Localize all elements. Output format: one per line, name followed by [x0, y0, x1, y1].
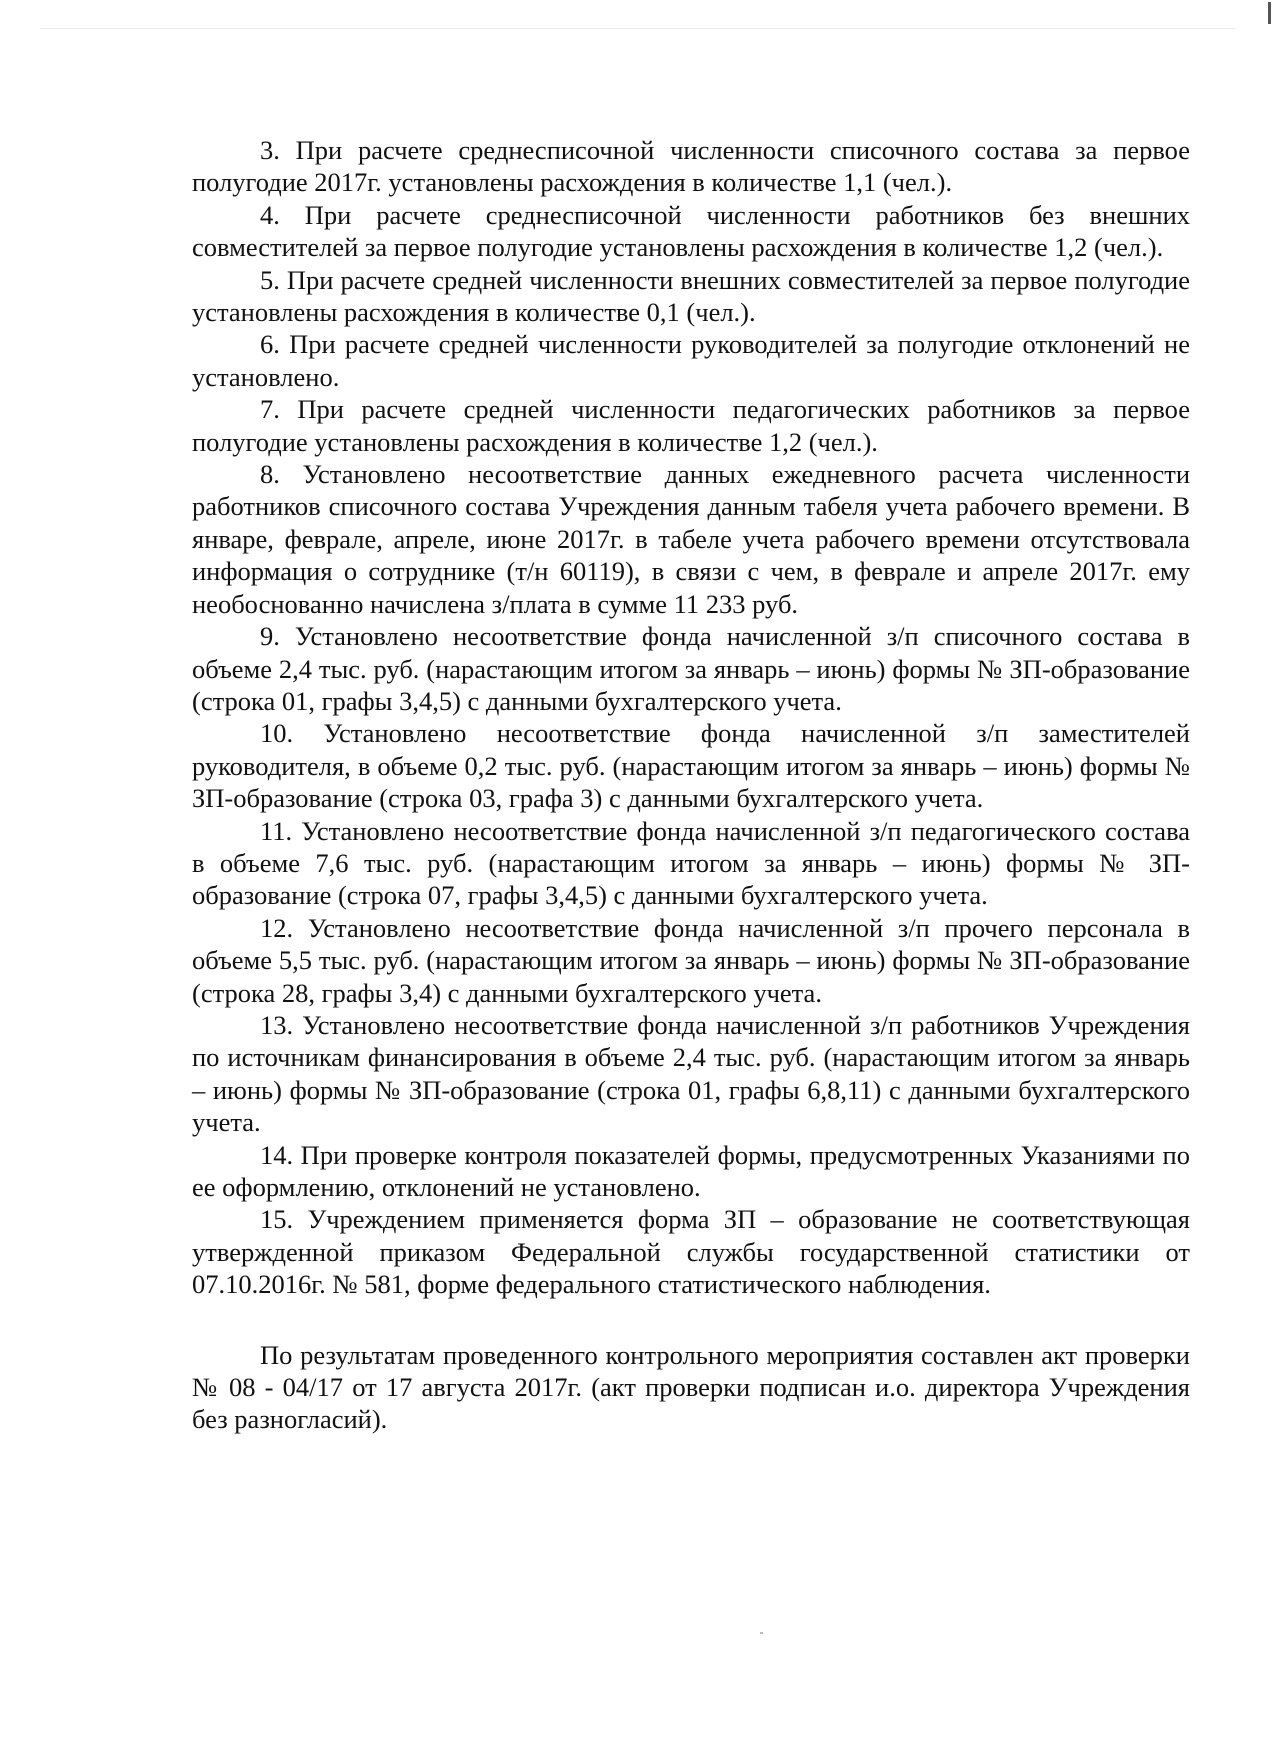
paragraph-11: 11. Установлено несоответствие фонда начисленной з/п педагогического состава в объеме 7,6 тыс. руб. (нарастающим итогом за январь – июнь) формы № ЗП-образование (строка 07, графы 3,4,5) с данными бухгалтерского учета.: [192, 815, 1190, 911]
paragraph-3: 3. При расчете среднесписочной численности списочного состава за первое полугодие 2017г. установлены расхождения в количестве 1,1 (чел.).: [192, 135, 1190, 198]
paragraph-9: 9. Установлено несоответствие фонда начисленной з/п списочного состава в объеме 2,4 тыс. руб. (нарастающим итогом за январь – июнь) формы № ЗП-образование (строка 01, графы 3,4,5) с данными бухгалтерского учета.: [192, 621, 1190, 716]
paragraph-8: 8. Установлено несоответствие данных ежедневного расчета численности работников списочного состава Учреждения данным табеля учета рабочего времени. В январе, феврале, апреле, июне 2017г. в табеле учета рабочего времени отсутствовала информация о сотруднике (т/н 60119), в связи с чем, в феврале и апреле 2017г. ему необоснованно начислена з/плата в сумме 11 233 руб.: [192, 459, 1190, 619]
paragraph-15: 15. Учреждением применяется форма ЗП – образование не соответствующая утвержденной приказом Федеральной службы государственной статистики от 07.10.2016г. № 581, форме федерального статистического наблюдения.: [192, 1204, 1190, 1300]
document-body: [192, 134, 1190, 1436]
paragraph-7: 7. При расчете средней численности педагогических работников за первое полугодие установлены расхождения в количестве 1,2 (чел.).: [192, 394, 1190, 457]
scan-speck: [760, 1632, 763, 1634]
paragraph-6: 6. При расчете средней численности руководителей за полугодие отклонений не установлено.: [192, 329, 1190, 392]
paragraph-5: 5. При расчете средней численности внешних совместителей за первое полугодие установлены расхождения в количестве 0,1 (чел.).: [192, 264, 1190, 328]
paragraph-13: 13. Установлено несоответствие фонда начисленной з/п работников Учреждения по источникам финансирования в объеме 2,4 тыс. руб. (нарастающим итогом за январь – июнь) формы № ЗП-образование (строка 01, графы 6,8,11) с данными бухгалтерского учета.: [192, 1009, 1190, 1138]
scan-artifact-mark: [1268, 2, 1271, 24]
paragraph-10: 10. Установлено несоответствие фонда начисленной з/п заместителей руководителя, в объеме 0,2 тыс. руб. (нарастающим итогом за январь – июнь) формы № ЗП-образование (строка 03, графа 3) с данными бухгалтерского учета.: [192, 718, 1190, 814]
scan-edge-line: [40, 28, 1235, 29]
paragraph-14: 14. При проверке контроля показателей формы, предусмотренных Указаниями по ее оформлению, отклонений не установлено.: [192, 1139, 1190, 1202]
paragraph-12: 12. Установлено несоответствие фонда начисленной з/п прочего персонала в объеме 5,5 тыс. руб. (нарастающим итогом за январь – июнь) формы № ЗП-образование (строка 28, графы 3,4) с данными бухгалтерского учета.: [192, 912, 1190, 1008]
paragraph-4: 4. При расчете среднесписочной численности работников без внешних совместителей за первое полугодие установлены расхождения в количестве 1,2 (чел.).: [192, 199, 1190, 263]
summary-paragraph: По результатам проведенного контрольного мероприятия составлен акт проверки № 08 - 04/17 от 17 августа 2017г. (акт проверки подписан и.о. директора Учреждения без разногласий).: [192, 1339, 1190, 1435]
